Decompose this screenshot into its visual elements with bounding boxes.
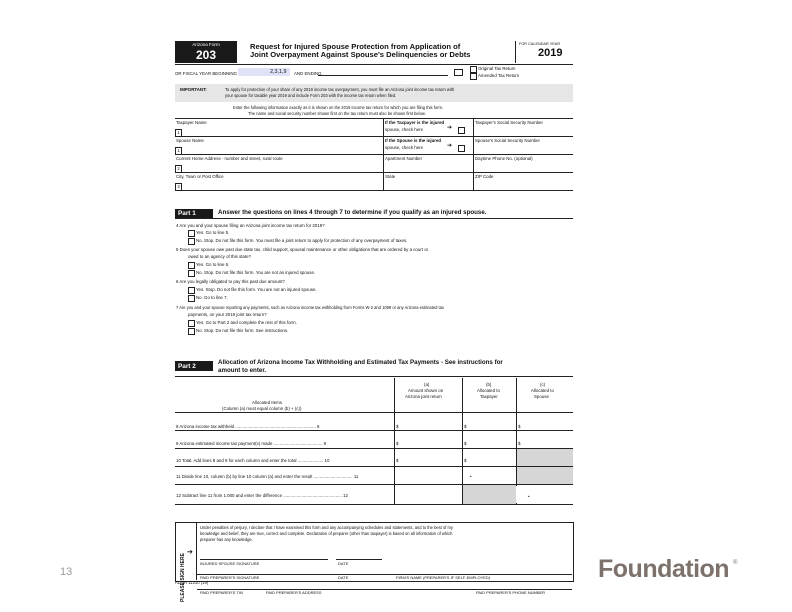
- line-12-shaded-b: [463, 485, 516, 504]
- q6-yes-checkbox[interactable]: [188, 287, 195, 294]
- form-footer-code: ADOR 11210 (19): [175, 580, 209, 585]
- state-label: State: [385, 174, 396, 179]
- part1-label: Part 1: [178, 210, 196, 217]
- form-number-block: [175, 41, 237, 63]
- taxpayer-injured-label-2: spouse, check here: [385, 127, 424, 132]
- q7-no-checkbox[interactable]: [188, 328, 195, 335]
- col-items-header-1: Allocated Items: [252, 400, 283, 405]
- question-6: 6 Are you legally obligated to pay this past due amount?: [176, 279, 285, 284]
- important-text-2: your spouse for taxable year 2019 and include Form 203 with the income tax return when filed.: [225, 93, 397, 98]
- slide-page-number: 13: [60, 566, 73, 578]
- date-label-1: DATE: [338, 561, 349, 566]
- form-title-line1: Request for Injured Spouse Protection from Application of: [250, 42, 461, 51]
- q5-yes-checkbox[interactable]: [188, 262, 195, 269]
- city-label: City, Town or Post Office: [176, 174, 224, 179]
- part2-label-box: [175, 361, 213, 371]
- preparer-phone-label: PAID PREPARER'S PHONE NUMBER: [476, 590, 546, 595]
- preparer-signature-label: PAID PREPARER'S SIGNATURE: [200, 575, 260, 580]
- firm-name-label: FIRM'S NAME (PREPARER'S IF SELF-EMPLOYED): [396, 575, 491, 580]
- fiscal-end-label: AND ENDING: [294, 71, 322, 76]
- line-1-number: 1: [175, 129, 182, 137]
- fiscal-begin-value: 2,3,1,9: [270, 69, 287, 75]
- line-2-number: 2: [175, 165, 182, 173]
- line-11-input[interactable]: [462, 468, 491, 481]
- q6-no-checkbox[interactable]: [188, 295, 195, 302]
- col-a-header-3: Arizona joint return: [405, 394, 442, 399]
- line-3-number: 3: [175, 183, 182, 191]
- q7-yes-checkbox[interactable]: [188, 320, 195, 327]
- preparer-address-label: PAID PREPARER'S ADDRESS: [266, 590, 322, 595]
- q4-no-checkbox[interactable]: [188, 238, 195, 245]
- question-7-line2: payments, on your 2019 joint tax return?: [188, 312, 267, 317]
- important-text-1: To apply for protection of your share of any 2019 income tax overpayment, you must file an Arizona joint income tax return with: [225, 87, 455, 92]
- q5-no-checkbox[interactable]: [188, 270, 195, 277]
- fiscal-end-field[interactable]: [318, 69, 448, 76]
- state-form-label: Arizona Form: [192, 42, 220, 47]
- line-8-dollar-b: $: [464, 424, 467, 429]
- taxpayer-injured-label-1: If the Taxpayer is the injured: [385, 120, 445, 125]
- line-11-decimal: •: [470, 474, 472, 479]
- spouse-injured-checkbox[interactable]: [458, 145, 465, 152]
- col-b-header-1: (b): [486, 382, 492, 387]
- col-items-header-2: (Column (a) must equal column (b) + (c)): [222, 406, 302, 411]
- brand-logo-text: Foundation: [598, 555, 730, 583]
- fiscal-end-code-box: [454, 69, 463, 76]
- col-a-header-2: Amount shown on: [408, 388, 444, 393]
- question-7-line1: 7 Are you and your spouse reporting any payments, such as Arizona income tax withholding from Forms W-2 and 1099 or any Arizona estimated tax: [176, 305, 444, 310]
- arrow-right-icon: ➔: [447, 143, 453, 149]
- part2-label: Part 2: [178, 362, 196, 370]
- line-8-dollar-a: $: [396, 424, 399, 429]
- spouse-injured-label-2: spouse, check here: [385, 145, 424, 150]
- line-1b-number: 1: [175, 147, 182, 155]
- q6-no-label: No. Go to line 7.: [196, 295, 228, 300]
- line-12-label: 12 Subtract line 11 from 1.000 and enter the difference ................................................ 12: [176, 493, 348, 498]
- part2-title-line1: Allocation of Arizona Income Tax Withholding and Estimated Tax Payments - See instructions for: [218, 359, 503, 366]
- please-sign-here-label: PLEASE SIGN HERE: [180, 553, 186, 602]
- part2-title-line2: amount to enter.: [218, 367, 267, 374]
- arrow-right-icon: ➔: [187, 549, 193, 556]
- col-c-header-1: (c): [540, 382, 546, 387]
- form-year: 2019: [538, 47, 563, 59]
- q7-yes-label: Yes. Go to Part 2 and complete the rest of this form.: [196, 320, 297, 325]
- taxpayer-ssn-label: Taxpayer's Social Security Number: [475, 120, 543, 125]
- injured-spouse-signature-label: INJURED SPOUSE SIGNATURE: [200, 561, 260, 566]
- date-label-2: DATE: [338, 575, 349, 580]
- part1-label-box: [175, 209, 213, 218]
- form-title-line2: Joint Overpayment Against Spouse's Delinquencies or Debts: [250, 50, 471, 59]
- amended-return-label: Amended Tax Return: [478, 73, 520, 78]
- q4-yes-label: Yes. Go to line 5.: [196, 230, 230, 235]
- spouse-ssn-label: Spouse's Social Security Number: [475, 138, 541, 143]
- amended-return-checkbox[interactable]: [470, 73, 477, 80]
- important-label: IMPORTANT:: [180, 87, 207, 92]
- line-10-label: 10 Total. Add lines 8 and 9 for each column and enter the total ..................... 10: [176, 458, 330, 463]
- perjury-statement-1: Under penalties of perjury, I declare that I have examined this form and any accompanying schedules and statements, and to the best of my: [200, 525, 453, 530]
- perjury-statement-2: knowledge and belief, they are true, correct and complete. Declaration of preparer (other than taxpayer) is based on all information of which: [200, 531, 453, 536]
- taxpayer-injured-checkbox[interactable]: [458, 127, 465, 134]
- original-return-checkbox[interactable]: [470, 66, 477, 73]
- line-11-shaded-area: [517, 449, 573, 466]
- question-5-line1: 5 Does your spouse owe past due state tax, child support, spousal maintenance or other obligations that are ordered by a court or: [176, 247, 429, 252]
- line-9-dollar-c: $: [518, 441, 521, 446]
- col-a-header-1: (a): [424, 382, 430, 387]
- q4-yes-checkbox[interactable]: [188, 230, 195, 237]
- part1-title: Answer the questions on lines 4 through 7 to determine if you qualify as an injured spouse.: [218, 209, 487, 216]
- question-5-line2: owed to an agency of this state?: [188, 254, 251, 259]
- original-return-label: Original Tax Return: [478, 66, 516, 71]
- form-203-page: [170, 38, 574, 602]
- zip-label: ZIP Code: [475, 174, 494, 179]
- phone-label: Daytime Phone No. (optional): [475, 156, 533, 161]
- line-9-label: 9 Arizona estimated income tax payment(s) made ........................................ 9: [176, 441, 327, 446]
- q5-no-label: No. Stop. Do not file this form. You are not an injured spouse.: [196, 270, 316, 275]
- q6-yes-label: Yes. Stop. Do not file this form. You are not an injured spouse.: [196, 287, 317, 292]
- address-label: Current Home Address - number and street, rural route: [176, 156, 283, 161]
- instruction-line-2: The name and social security number shown first on the tax return must also be shown first below.: [248, 111, 426, 116]
- line-9-dollar-b: $: [464, 441, 467, 446]
- q5-yes-label: Yes. Go to line 6.: [196, 262, 230, 267]
- perjury-statement-3: preparer has any knowledge.: [200, 537, 253, 542]
- line-9-dollar-a: $: [396, 441, 399, 446]
- line-8-dollar-c: $: [518, 424, 521, 429]
- fiscal-year-label: OR FISCAL YEAR BEGINNING: [175, 71, 237, 76]
- line-11-label: 11 Divide line 10, column (b) by line 10 column (a) and enter the result ................................ 11: [176, 474, 359, 479]
- line-10-dollar-a: $: [396, 458, 399, 463]
- q7-no-label: No. Stop. Do not file this form. See instructions.: [196, 328, 289, 333]
- col-c-header-3: Spouse: [534, 394, 549, 399]
- calendar-year-label: FOR CALENDAR YEAR: [519, 42, 561, 46]
- taxpayer-name-label: Taxpayer Name: [176, 120, 207, 125]
- col-b-header-2: Allocated to: [477, 388, 500, 393]
- form-number: 203: [195, 48, 217, 62]
- arrow-right-icon: ➔: [447, 125, 453, 131]
- apartment-label: Apartment Number: [385, 156, 423, 161]
- instruction-line-1: Enter the following information exactly as it is shown on the 2019 income tax return for which you are filing this form.: [233, 105, 444, 110]
- q4-no-label: No. Stop. Do not file this form. You must file a joint return to apply for protection of any overpayment of taxes.: [196, 238, 408, 243]
- preparer-tin-label: PAID PREPARER'S TIN: [200, 590, 243, 595]
- spouse-injured-label-1: If the Spouse is the injured: [385, 138, 442, 143]
- line-11-shaded-c: [517, 467, 573, 484]
- line-8-label: 8 Arizona income tax withheld .................................................................. 8: [176, 424, 320, 429]
- injured-spouse-date-line[interactable]: [336, 550, 382, 560]
- line-10-dollar-b: $: [464, 458, 467, 463]
- injured-spouse-signature-line[interactable]: [200, 550, 328, 560]
- col-c-header-2: Allocated to: [531, 388, 554, 393]
- registered-mark: ®: [733, 560, 738, 566]
- line-12-decimal: •: [528, 494, 530, 499]
- spouse-name-label: Spouse Name: [176, 138, 204, 143]
- col-b-header-3: Taxpayer: [480, 394, 498, 399]
- question-4: 4 Are you and your spouse filing an Arizona joint income tax return for 2019?: [176, 223, 325, 228]
